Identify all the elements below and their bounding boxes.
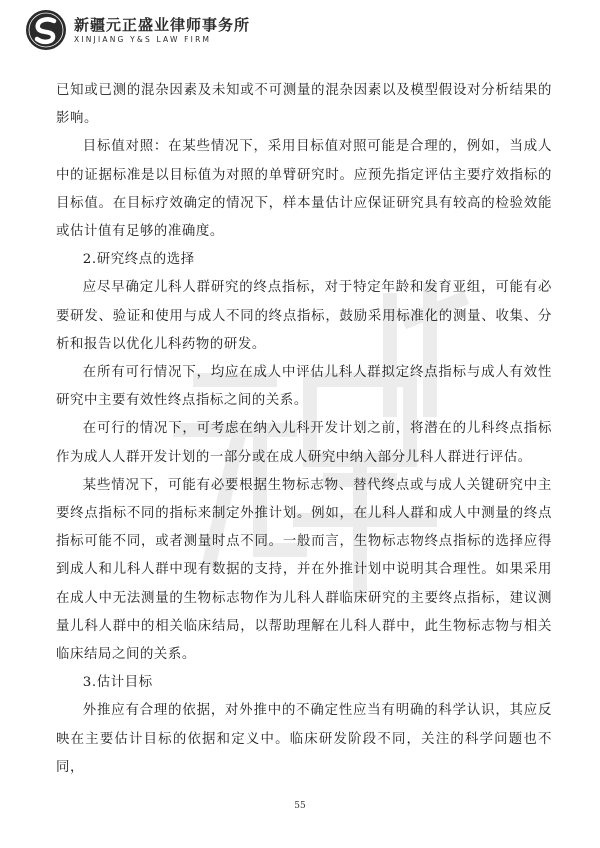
document-body [56,77,552,782]
section-heading-estimand: 3.估计目标 [82,675,153,691]
firm-name-cn: 新疆元正盛业律师事务所 [74,15,251,34]
paragraph-5: 在可行的情况下，可考虑在纳入儿科开发计划之前，将潜在的儿科终点指标作为成人人群开发计划的一部分或在成人研究中纳入部分儿科人群进行评估。 [56,421,552,465]
paragraph-4: 在所有可行情况下，均应在成人中评估儿科人群拟定终点指标与成人有效性研究中主要有效性终点指标之间的关系。 [56,365,552,409]
page-header [26,8,286,52]
firm-logo-icon [26,10,66,50]
page-number: 55 [294,801,306,811]
paragraph-6: 某些情况下，可能有必要根据生物标志物、替代终点或与成人关键研究中主要终点指标不同的指标来制定外推计划。例如，在儿科人群和成人中测量的终点指标可能不同，或者测量时点不同。一般而言，生物标志物终点指标的选择应得到成人和儿科人群中现有数据的支持，并在外推计划中说明其合理性。如果采用在成人中无法测量的生物标志物作为儿科人群临床研究的主要终点指标，建议测量儿科人群中的相关临床结局，以帮助理解在儿科人群中，此生物标志物与相关临床结局之间的关系。 [56,477,552,663]
paragraph-1: 已知或已测的混杂因素及未知或不可测量的混杂因素以及模型假设对分析结果的影响。 [56,83,552,127]
section-heading-endpoints: 2.研究终点的选择 [82,252,195,268]
firm-name-en: XINJIANG Y&S LAW FIRM [74,34,212,44]
paragraph-target-value: 目标值对照：在某些情况下，采用目标值对照可能是合理的，例如，当成人中的证据标准是以目标值为对照的单臂研究时。应预先指定评估主要疗效指标的目标值。在目标疗效确定的情况下，样本量估计应保证研究具有较高的检验效能或估计值有足够的准确度。 [56,139,552,240]
paragraph-3: 应尽早确定儿科人群研究的终点指标，对于特定年龄和发育亚组，可能有必要研发、验证和使用与成人不同的终点指标，鼓励采用标准化的测量、收集、分析和报告以优化儿科药物的研发。 [56,280,552,352]
paragraph-8: 外推应有合理的依据，对外推中的不确定性应当有明确的科学认识，其应反映在主要估计目标的依据和定义中。临床研发阶段不同，关注的科学问题也不同， [56,703,552,775]
